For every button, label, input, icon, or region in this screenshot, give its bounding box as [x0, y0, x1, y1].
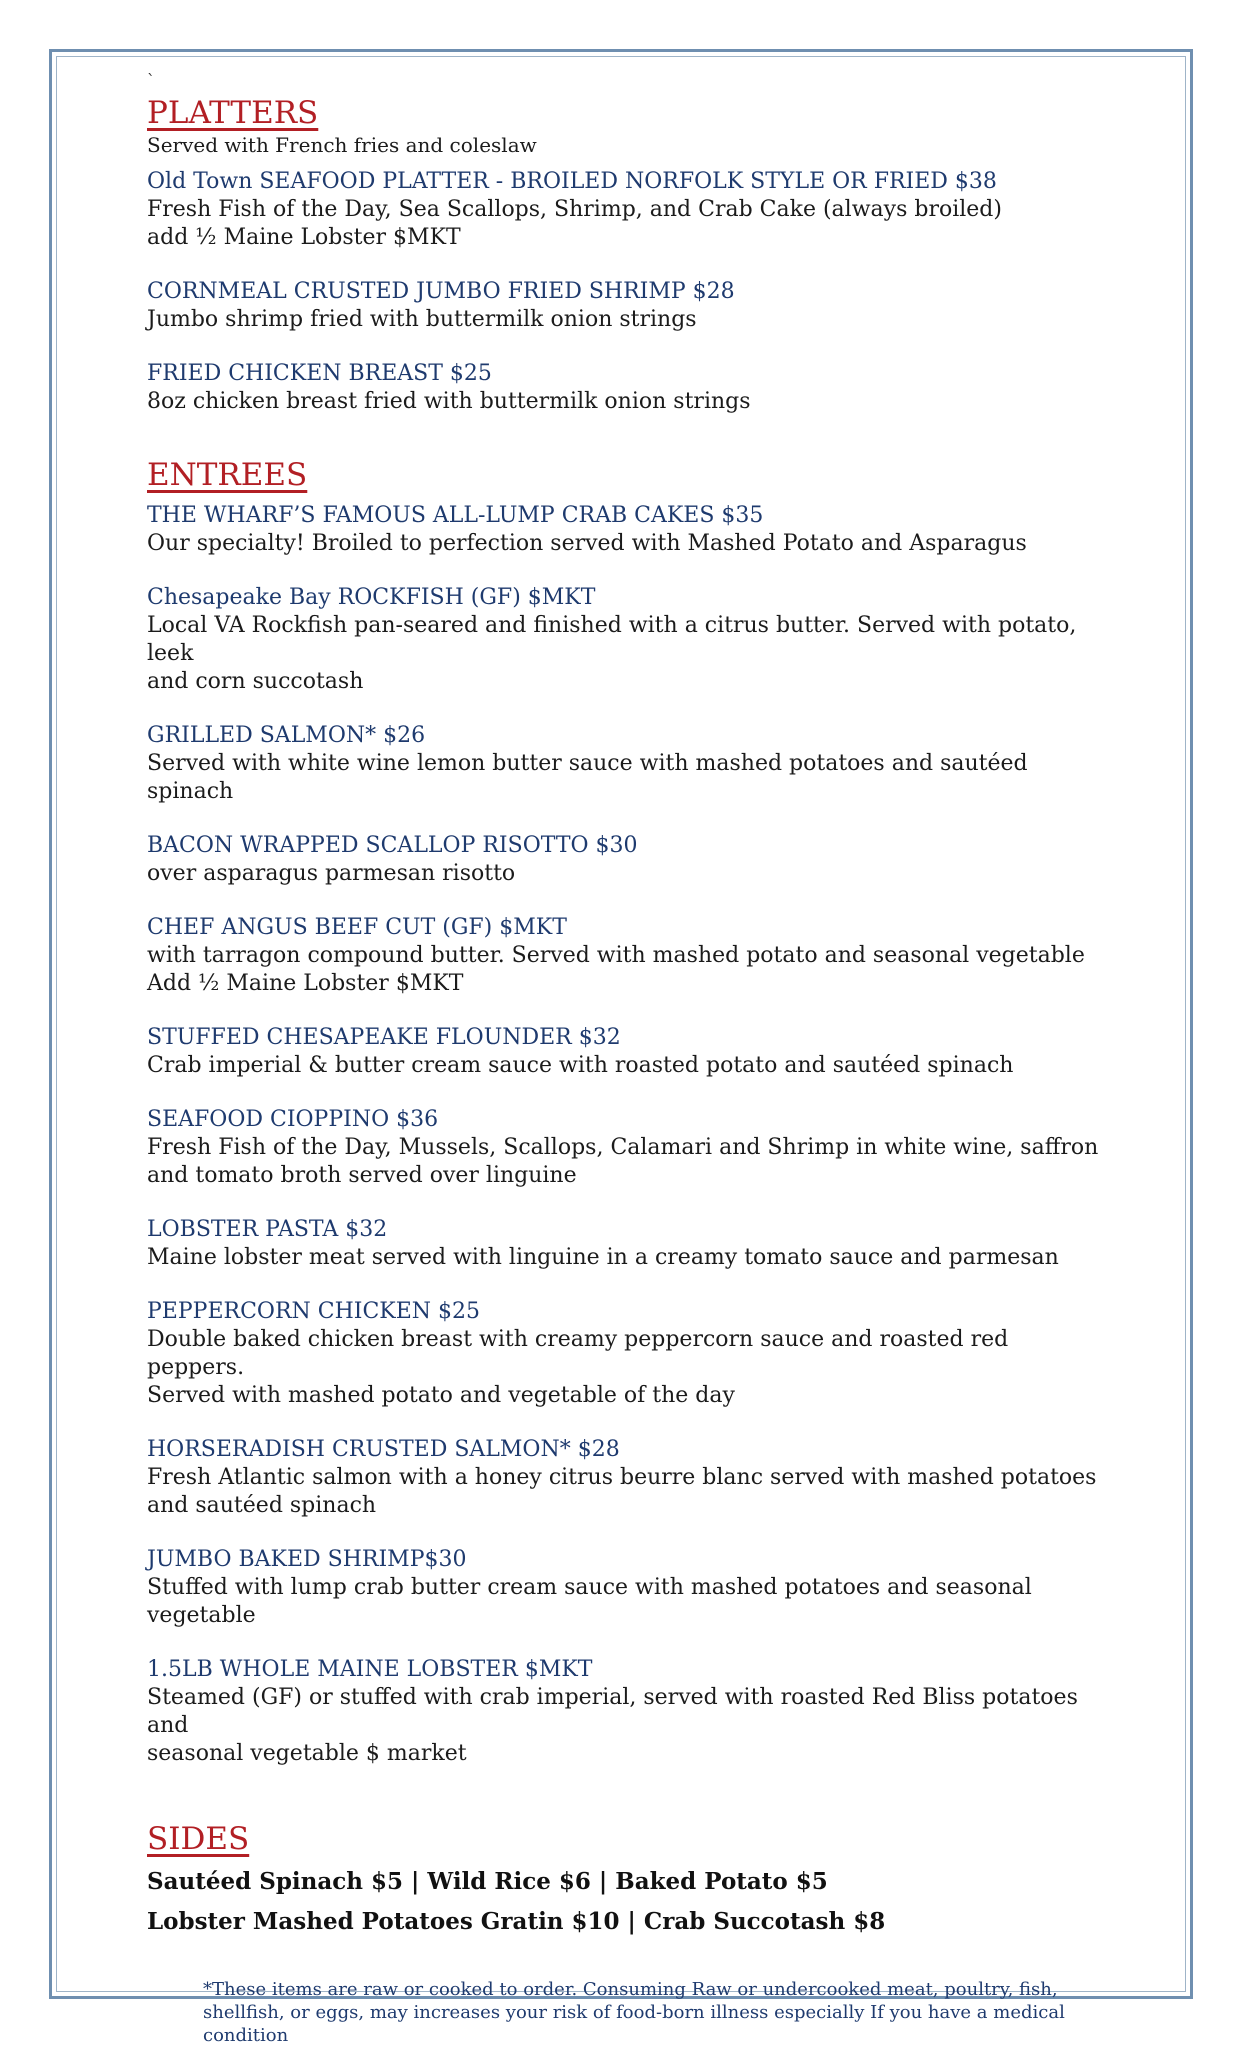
menu-item-title: HORSERADISH CRUSTED SALMON* $28 — [147, 1437, 620, 1462]
menu-item — [147, 832, 1107, 888]
disclaimer-line: condition — [203, 2025, 289, 2046]
platters-heading: PLATTERS — [147, 95, 319, 131]
menu-item-title: THE WHARF’S FAMOUS ALL-LUMP CRAB CAKES $35 — [147, 503, 764, 528]
menu-content — [147, 68, 1107, 2047]
menu-item-description: Maine lobster meat served with linguine in a creamy tomato sauce and parmesan — [147, 1245, 1059, 1270]
menu-item-description: Jumbo shrimp fried with buttermilk onion strings — [147, 307, 697, 332]
menu-item-description: Served with mashed potato and vegetable of the day — [147, 1383, 735, 1408]
menu-item-description: Stuffed with lump crab butter cream sauce with mashed potatoes and seasonal vegetable — [147, 1575, 1032, 1628]
menu-item — [147, 1216, 1107, 1272]
menu-item-description: Fresh Fish of the Day, Sea Scallops, Shrimp, and Crab Cake (always broiled) — [147, 197, 1002, 222]
menu-item — [147, 1436, 1107, 1520]
menu-item-title: CHEF ANGUS BEEF CUT (GF) $MKT — [147, 915, 567, 940]
menu-item — [147, 1546, 1107, 1630]
entrees-items — [147, 502, 1107, 1768]
menu-item — [147, 722, 1107, 806]
menu-item — [147, 1106, 1107, 1190]
menu-item — [147, 1024, 1107, 1080]
menu-item-description: Add ½ Maine Lobster $MKT — [147, 971, 464, 996]
menu-item-description: Local VA Rockfish pan-seared and finished with a citrus butter. Served with potato, leek — [147, 613, 1077, 666]
menu-item-description: and corn succotash — [147, 669, 364, 694]
menu-item-description: over asparagus parmesan risotto — [147, 861, 516, 886]
entrees-section — [147, 456, 1107, 1768]
platters-section — [147, 94, 1107, 416]
menu-item-description: and tomato broth served over linguine — [147, 1163, 577, 1188]
sides-heading: SIDES — [147, 1821, 250, 1857]
menu-item-title: 1.5LB WHOLE MAINE LOBSTER $MKT — [147, 1657, 593, 1682]
menu-item-description: Fresh Fish of the Day, Mussels, Scallops, Calamari and Shrimp in white wine, saffron — [147, 1135, 1099, 1160]
stray-mark: ` — [147, 71, 155, 90]
entrees-heading: ENTREES — [147, 457, 308, 493]
raw-food-disclaimer — [203, 1978, 1083, 2047]
sides-line: Lobster Mashed Potatoes Gratin $10 | Crab Succotash $8 — [147, 1908, 886, 1935]
menu-item — [147, 168, 1107, 252]
menu-item-title: FRIED CHICKEN BREAST $25 — [147, 361, 492, 386]
menu-item-description: Crab imperial & butter cream sauce with roasted potato and sautéed spinach — [147, 1053, 1014, 1078]
menu-item — [147, 360, 1107, 416]
platters-items — [147, 168, 1107, 416]
menu-item-description: Served with white wine lemon butter sauce with mashed potatoes and sautéed spinach — [147, 751, 1028, 804]
menu-item-description: and sautéed spinach — [147, 1493, 377, 1518]
menu-item-description: with tarragon compound butter. Served with mashed potato and seasonal vegetable — [147, 943, 1085, 968]
menu-item-title: PEPPERCORN CHICKEN $25 — [147, 1299, 481, 1324]
menu-item — [147, 1298, 1107, 1410]
platters-note: Served with French fries and coleslaw — [147, 133, 537, 157]
menu-item-description: Our specialty! Broiled to perfection served with Mashed Potato and Asparagus — [147, 531, 1027, 556]
menu-item-description: 8oz chicken breast fried with buttermilk onion strings — [147, 389, 751, 414]
menu-item — [147, 584, 1107, 696]
menu-item — [147, 502, 1107, 558]
menu-item-title: JUMBO BAKED SHRIMP$30 — [147, 1547, 467, 1572]
disclaimer-line: shellfish, or eggs, may increases your risk of food-born illness especially If you have a medical — [203, 2002, 1065, 2023]
menu-item-description: Fresh Atlantic salmon with a honey citrus beurre blanc served with mashed potatoes — [147, 1465, 1097, 1490]
menu-item-title: BACON WRAPPED SCALLOP RISOTTO $30 — [147, 833, 638, 858]
menu-item-description: seasonal vegetable $ market — [147, 1741, 467, 1766]
menu-item-description: Double baked chicken breast with creamy peppercorn sauce and roasted red peppers. — [147, 1327, 1009, 1380]
menu-item-title: SEAFOOD CIOPPINO $36 — [147, 1107, 439, 1132]
menu-item — [147, 914, 1107, 998]
sides-line: Sautéed Spinach $5 | Wild Rice $6 | Baked Potato $5 — [147, 1868, 828, 1895]
menu-item-description: Steamed (GF) or stuffed with crab imperial, served with roasted Red Bliss potatoes and — [147, 1685, 1078, 1738]
sides-section — [147, 1820, 1107, 1942]
menu-item-title: CORNMEAL CRUSTED JUMBO FRIED SHRIMP $28 — [147, 279, 735, 304]
menu-item-title: STUFFED CHESAPEAKE FLOUNDER $32 — [147, 1025, 621, 1050]
menu-item — [147, 278, 1107, 334]
menu-item — [147, 1656, 1107, 1768]
menu-item-title: Chesapeake Bay ROCKFISH (GF) $MKT — [147, 585, 596, 610]
menu-item-title: GRILLED SALMON* $26 — [147, 723, 426, 748]
disclaimer-line: *These items are raw or cooked to order. Consuming Raw or undercooked meat, poultry, fish, — [203, 1979, 1058, 2000]
menu-item-title: LOBSTER PASTA $32 — [147, 1217, 388, 1242]
menu-item-description: add ½ Maine Lobster $MKT — [147, 225, 461, 250]
menu-item-title: Old Town SEAFOOD PLATTER - BROILED NORFOLK STYLE OR FRIED $38 — [147, 169, 997, 194]
